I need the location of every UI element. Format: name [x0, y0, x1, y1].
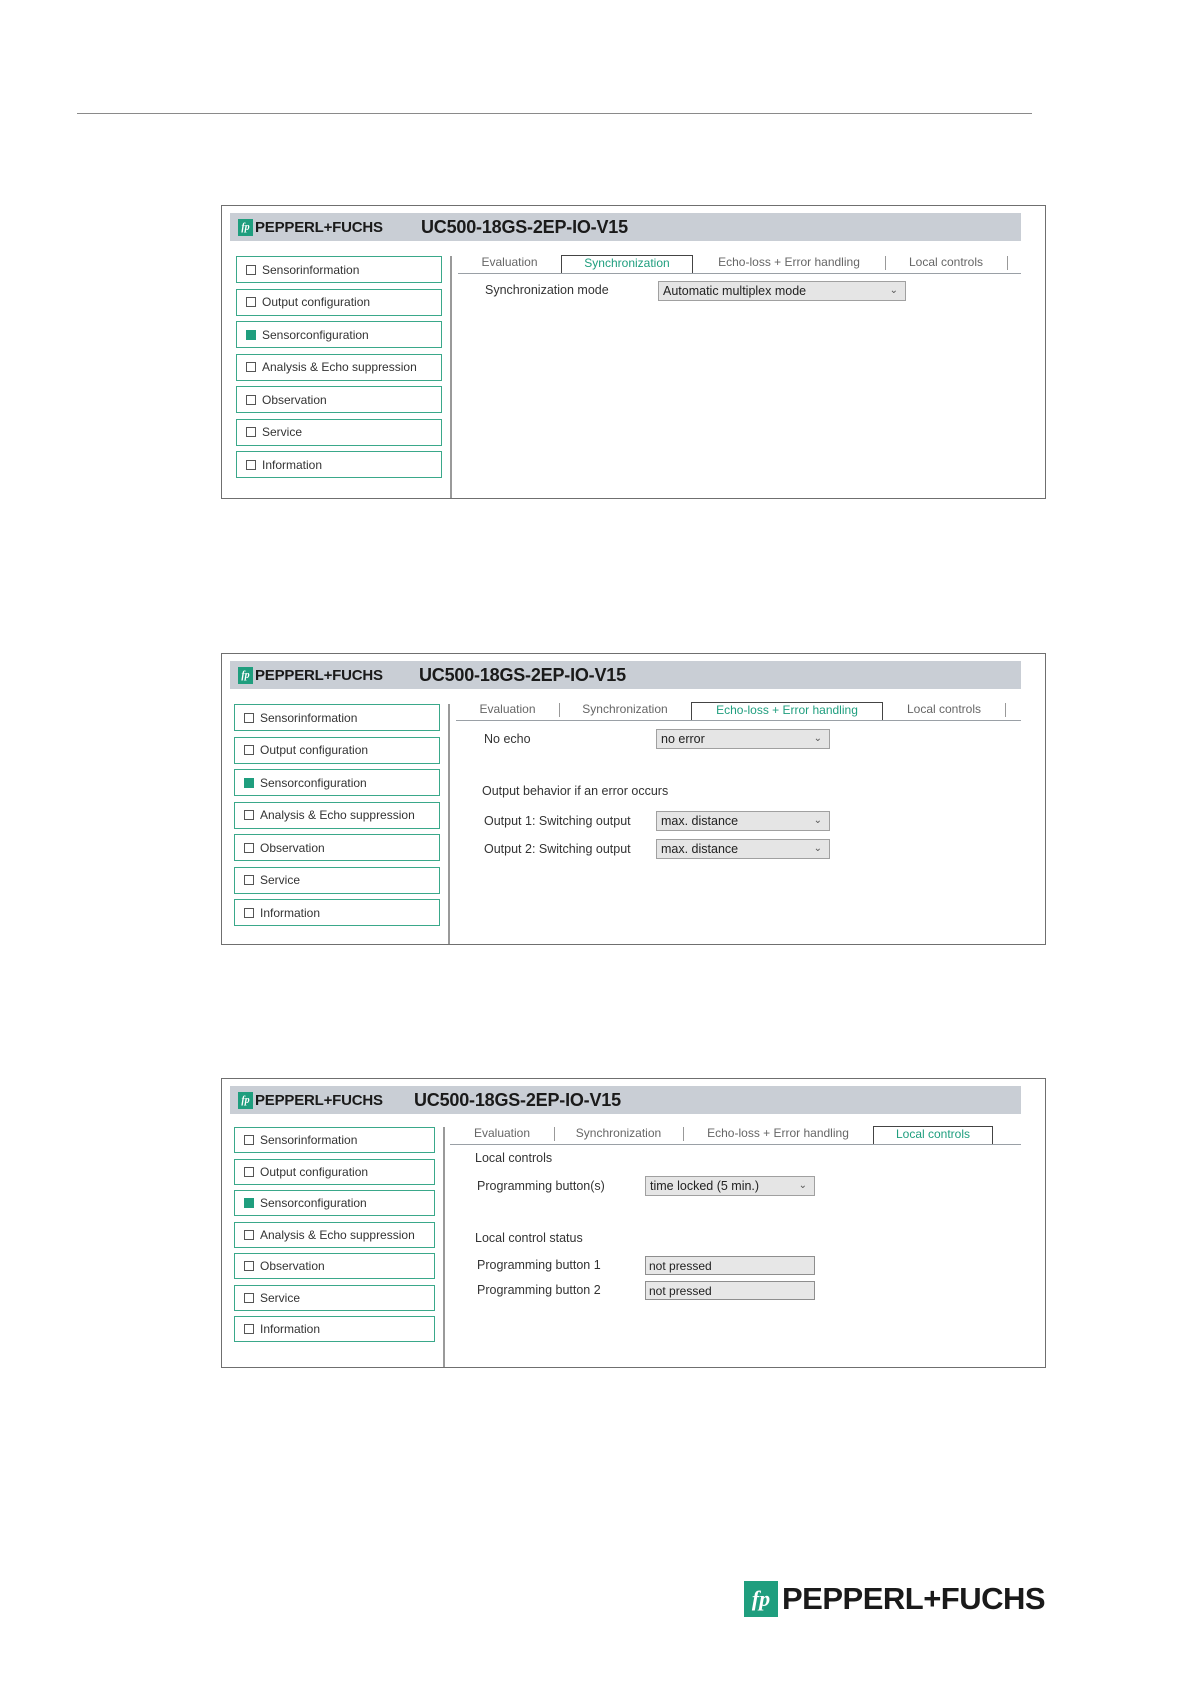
field-value: not pressed	[649, 1258, 712, 1273]
sidebar-menu	[234, 1127, 435, 1348]
sidebar-item-label: Sensorconfiguration	[262, 327, 369, 342]
sidebar-item-label: Observation	[260, 840, 325, 855]
sidebar-item-observation[interactable]	[234, 1253, 435, 1279]
sidebar-item-label: Output configuration	[262, 295, 371, 309]
brand-logo-icon: fp	[238, 219, 253, 236]
sidebar-item-label: Service	[262, 425, 303, 439]
sidebar-item-information[interactable]	[236, 451, 442, 478]
page-top-rule	[77, 113, 1032, 114]
sidebar-item-label: Sensorinformation	[262, 262, 360, 277]
brand-logo	[238, 667, 413, 684]
sidebar-item-analysis-echo-suppression[interactable]	[236, 354, 442, 381]
programming-button-2-label: Programming button 2	[477, 1283, 601, 1297]
sidebar-item-observation[interactable]	[236, 386, 442, 413]
sidebar-item-service[interactable]	[234, 1285, 435, 1311]
footer-logo	[744, 1581, 1045, 1617]
checkbox-icon	[244, 713, 254, 723]
select-value: no error	[661, 732, 705, 746]
sidebar-item-sensorinformation[interactable]	[234, 704, 440, 731]
tab-bar	[456, 701, 1021, 721]
brand-name: PEPPERL+FUCHS	[255, 666, 383, 684]
footer-logo-icon: fp	[744, 1581, 778, 1617]
sidebar-item-analysis-echo-suppression[interactable]	[234, 802, 440, 829]
tab-label: Evaluation	[479, 701, 536, 716]
panel-divider	[443, 1127, 445, 1367]
app-header	[230, 213, 1021, 241]
chevron-down-icon: ⌄	[798, 1180, 807, 1191]
checkbox-icon	[244, 843, 254, 853]
programming-buttons-label: Programming button(s)	[477, 1179, 605, 1193]
sidebar-item-label: Observation	[260, 1259, 325, 1273]
chevron-down-icon: ⌄	[813, 843, 822, 854]
local-controls-heading: Local controls	[475, 1151, 553, 1165]
checkbox-checked-icon	[246, 330, 256, 340]
sidebar-item-label: Service	[260, 1290, 301, 1305]
tab-label: Echo-loss + Error handling	[718, 254, 860, 269]
sidebar-item-observation[interactable]	[234, 834, 440, 861]
output2-label: Output 2: Switching output	[484, 842, 631, 856]
checkbox-icon	[244, 810, 254, 820]
sidebar-item-label: Analysis & Echo suppression	[260, 808, 415, 822]
tab-echo-loss-error-handling[interactable]	[691, 702, 883, 720]
output-behavior-heading: Output behavior if an error occurs	[482, 784, 669, 798]
sidebar-item-label: Sensorconfiguration	[260, 775, 367, 790]
checkbox-icon	[246, 395, 256, 405]
no-echo-select[interactable]	[656, 729, 830, 749]
panel-divider	[450, 256, 452, 498]
output2-select[interactable]	[656, 839, 830, 859]
checkbox-icon	[244, 745, 254, 755]
screenshot-synchronization	[221, 205, 1046, 499]
screenshot-echo-loss-error-handling	[221, 653, 1046, 945]
sidebar-item-information[interactable]	[234, 899, 440, 926]
sidebar-item-label: Sensorconfiguration	[260, 1196, 367, 1210]
app-header	[230, 1086, 1021, 1114]
programming-button-1-value	[645, 1256, 815, 1275]
sidebar-item-label: Sensorinformation	[260, 710, 358, 725]
brand-logo-icon: fp	[238, 667, 253, 684]
sidebar-item-analysis-echo-suppression[interactable]	[234, 1222, 435, 1248]
tab-local-controls[interactable]	[883, 700, 1005, 720]
tab-local-controls[interactable]	[885, 253, 1007, 273]
synchronization-mode-select[interactable]	[658, 281, 906, 301]
sidebar-item-output-configuration[interactable]	[236, 289, 442, 316]
checkbox-icon	[244, 1261, 254, 1271]
sidebar-item-service[interactable]	[236, 419, 442, 446]
sidebar-item-sensorconfiguration[interactable]	[234, 1190, 435, 1216]
select-value: max. distance	[661, 814, 739, 828]
tab-synchronization[interactable]	[561, 255, 693, 273]
sidebar-item-label: Observation	[262, 392, 327, 407]
tab-label: Local controls	[908, 254, 984, 269]
field-value: not pressed	[649, 1283, 712, 1298]
sidebar-menu	[236, 256, 442, 484]
sidebar-item-sensorconfiguration[interactable]	[236, 321, 442, 348]
programming-buttons-select[interactable]	[645, 1176, 815, 1196]
tab-evaluation[interactable]	[458, 253, 561, 273]
checkbox-icon	[244, 1293, 254, 1303]
tab-echo-loss-error-handling[interactable]	[693, 253, 885, 273]
tab-evaluation[interactable]	[456, 700, 559, 720]
tab-label: Synchronization	[575, 1125, 662, 1140]
footer-brand-name: PEPPERL+FUCHS	[782, 1581, 1046, 1616]
device-title: UC500-18GS-2EP-IO-V15	[421, 216, 628, 237]
tab-evaluation[interactable]	[450, 1124, 554, 1144]
output1-select[interactable]	[656, 811, 830, 831]
checkbox-icon	[246, 265, 256, 275]
checkbox-icon	[244, 1167, 254, 1177]
checkbox-icon	[244, 875, 254, 885]
checkbox-icon	[244, 1230, 254, 1240]
sidebar-item-label: Information	[260, 905, 321, 920]
brand-name: PEPPERL+FUCHS	[255, 218, 383, 236]
sidebar-item-label: Analysis & Echo suppression	[260, 1227, 415, 1242]
no-echo-label: No echo	[484, 732, 531, 746]
sidebar-item-label: Sensorinformation	[260, 1133, 358, 1147]
sidebar-item-label: Information	[260, 1322, 321, 1336]
tab-label: Synchronization	[582, 701, 668, 716]
tab-label: Local controls	[895, 1127, 971, 1141]
tab-label: Local controls	[906, 701, 982, 716]
tab-local-controls[interactable]	[873, 1126, 993, 1144]
tab-bar	[450, 1125, 1021, 1145]
sidebar-item-label: Output configuration	[260, 743, 369, 757]
synchronization-mode-label: Synchronization mode	[485, 283, 609, 297]
select-value: max. distance	[661, 842, 739, 856]
sidebar-item-sensorinformation[interactable]	[236, 256, 442, 283]
checkbox-icon	[244, 1324, 254, 1334]
chevron-down-icon: ⌄	[813, 733, 822, 744]
output1-label: Output 1: Switching output	[484, 814, 631, 828]
tab-synchronization[interactable]	[554, 1124, 683, 1144]
tab-synchronization[interactable]	[559, 700, 691, 720]
sidebar-item-sensorinformation[interactable]	[234, 1127, 435, 1153]
tab-echo-loss-error-handling[interactable]	[683, 1124, 873, 1144]
panel-divider	[448, 704, 450, 944]
tab-label: Echo-loss + Error handling	[707, 1125, 849, 1140]
brand-logo	[238, 219, 413, 236]
brand-logo	[238, 1092, 408, 1109]
sidebar-item-output-configuration[interactable]	[234, 1159, 435, 1185]
sidebar-item-label: Information	[262, 457, 323, 472]
chevron-down-icon: ⌄	[813, 815, 822, 826]
sidebar-item-sensorconfiguration[interactable]	[234, 769, 440, 796]
tab-label: Evaluation	[481, 254, 538, 269]
local-control-status-heading: Local control status	[475, 1231, 583, 1245]
chevron-down-icon: ⌄	[889, 285, 898, 296]
sidebar-item-label: Output configuration	[260, 1164, 369, 1179]
select-value: time locked (5 min.)	[650, 1179, 760, 1193]
checkbox-icon	[246, 460, 256, 470]
sidebar-item-information[interactable]	[234, 1316, 435, 1342]
checkbox-icon	[246, 297, 256, 307]
checkbox-icon	[246, 427, 256, 437]
sidebar-item-output-configuration[interactable]	[234, 737, 440, 764]
sidebar-item-label: Service	[260, 873, 301, 887]
checkbox-icon	[244, 1135, 254, 1145]
select-value: Automatic multiplex mode	[663, 284, 807, 298]
device-title: UC500-18GS-2EP-IO-V15	[419, 664, 626, 685]
device-title: UC500-18GS-2EP-IO-V15	[414, 1089, 621, 1110]
sidebar-menu	[234, 704, 440, 932]
app-header	[230, 661, 1021, 689]
checkbox-icon	[244, 908, 254, 918]
checkbox-checked-icon	[244, 778, 254, 788]
sidebar-item-label: Analysis & Echo suppression	[262, 360, 417, 374]
checkbox-checked-icon	[244, 1198, 254, 1208]
checkbox-icon	[246, 362, 256, 372]
tab-label: Evaluation	[473, 1125, 531, 1140]
brand-name: PEPPERL+FUCHS	[255, 1091, 383, 1109]
tab-bar	[458, 254, 1021, 274]
sidebar-item-service[interactable]	[234, 867, 440, 894]
programming-button-2-value	[645, 1281, 815, 1300]
programming-button-1-label: Programming button 1	[477, 1258, 601, 1272]
brand-logo-icon: fp	[238, 1092, 253, 1109]
screenshot-local-controls	[221, 1078, 1046, 1368]
tab-label: Echo-loss + Error handling	[716, 703, 858, 717]
tab-label: Synchronization	[584, 256, 670, 270]
